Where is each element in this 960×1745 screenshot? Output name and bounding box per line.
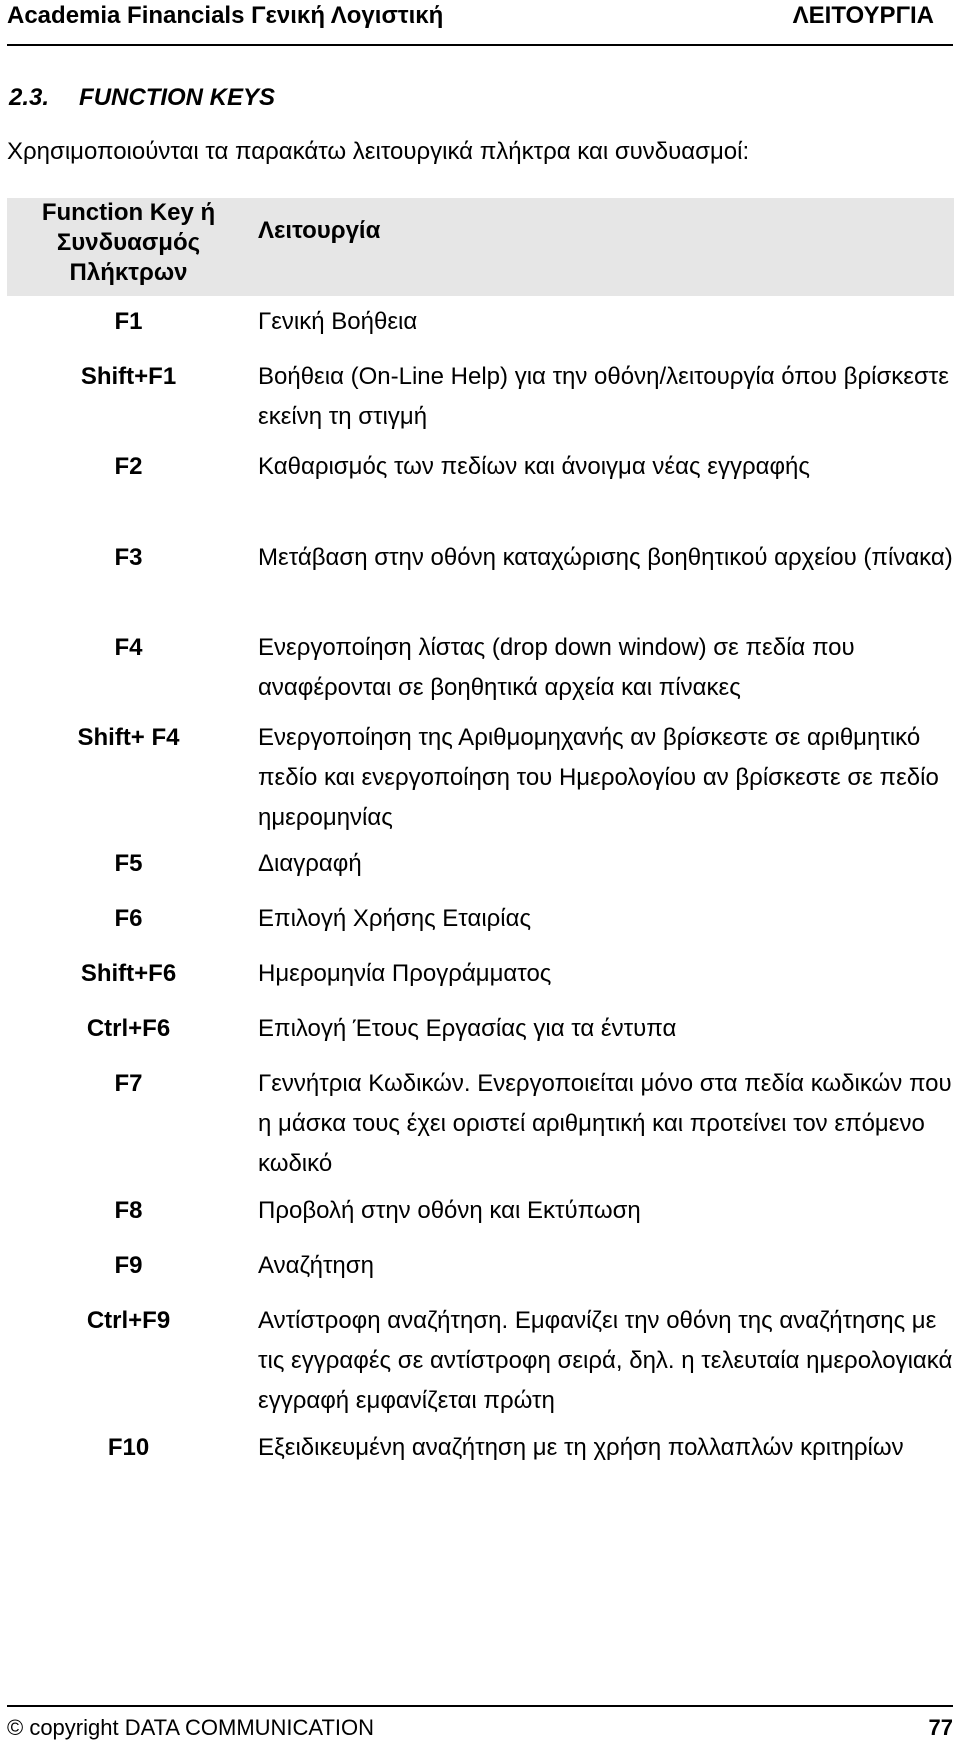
function-description: Εξειδικευμένη αναζήτηση με τη χρήση πολλαπλών κριτηρίων [258, 1434, 904, 1461]
copyright-text: © copyright DATA COMMUNICATION [7, 1715, 375, 1740]
table-row [7, 622, 954, 712]
function-key: Shift+F1 [80, 363, 177, 390]
function-key: F9 [114, 1252, 143, 1279]
function-key: F6 [114, 905, 143, 932]
function-description: Γενική Βοήθεια [258, 308, 418, 335]
function-key: Shift+ F4 [77, 724, 180, 751]
header-key-column [7, 198, 250, 296]
section-heading [9, 84, 275, 112]
table-row [7, 1295, 954, 1422]
header-key-line: Function Key ή [41, 199, 216, 226]
function-key: F10 [107, 1434, 150, 1461]
function-key: Ctrl+F6 [86, 1015, 171, 1042]
header-section: ΛΕΙΤΟΥΡΓΙΑ [792, 2, 934, 29]
function-key: F7 [114, 1070, 143, 1097]
function-description: Καθαρισμός των πεδίων και άνοιγμα νέας εγγραφής [258, 453, 810, 480]
table-row [7, 1185, 954, 1240]
table-header-row [7, 198, 954, 296]
table-row [7, 532, 954, 622]
header-key-line: Συνδυασμός [56, 229, 201, 256]
table-row [7, 441, 954, 532]
table-row [7, 1058, 954, 1185]
page-header [7, 0, 953, 46]
section-number: 2.3. [9, 84, 50, 111]
function-description: Γεννήτρια Κωδικών. Ενεργοποιείται μόνο στα πεδία κωδικών που η μάσκα τους έχει οριστεί αριθμητική και προτείνει τον επόμενο κωδικό [258, 1070, 952, 1177]
function-key: F8 [114, 1197, 143, 1224]
section-title: FUNCTION KEYS [79, 84, 276, 111]
table-row [7, 1240, 954, 1295]
table-row [7, 296, 954, 351]
function-description: Αναζήτηση [258, 1252, 374, 1279]
function-description: Ενεργοποίηση λίστας (drop down window) σε πεδία που αναφέρονται σε βοηθητικά αρχεία και πίνακες [258, 634, 855, 701]
function-description: Προβολή στην οθόνη και Εκτύπωση [258, 1197, 641, 1224]
header-key-line: Πλήκτρων [69, 259, 188, 286]
function-description: Ενεργοποίηση της Αριθμομηχανής αν βρίσκεστε σε αριθμητικό πεδίο και ενεργοποίηση του Ημερολογίου αν βρίσκεστε σε πεδίο ημερομηνίας [258, 724, 939, 831]
function-description: Επιλογή Χρήσης Εταιρίας [258, 905, 532, 932]
function-keys-table [7, 198, 954, 1512]
function-description: Ημερομηνία Προγράμματος [258, 960, 552, 987]
function-description: Αντίστροφη αναζήτηση. Εμφανίζει την οθόνη της αναζήτησης με τις εγγραφές σε αντίστροφη σειρά, δηλ. η τελευταία ημερολογιακά εγγραφή εμφανίζεται πρώτη [258, 1307, 953, 1414]
header-title: Academia Financials Γενική Λογιστική [7, 2, 444, 29]
table-row [7, 948, 954, 1003]
function-description: Βοήθεια (On-Line Help) για την οθόνη/λειτουργία όπου βρίσκεστε εκείνη τη στιγμή [258, 363, 949, 430]
function-description: Μετάβαση στην οθόνη καταχώρισης βοηθητικού αρχείου (πίνακα) [258, 544, 953, 571]
function-key: F4 [114, 634, 143, 661]
table-row [7, 351, 954, 441]
table-row [7, 838, 954, 893]
page-number: 77 [928, 1715, 953, 1740]
function-key: F1 [114, 308, 143, 335]
function-key: Ctrl+F9 [86, 1307, 171, 1334]
header-function-column: Λειτουργία [250, 198, 954, 296]
table-row [7, 1003, 954, 1058]
table-row [7, 1422, 954, 1512]
table-row [7, 893, 954, 948]
function-key: F5 [114, 850, 143, 877]
function-description: Διαγραφή [258, 850, 362, 877]
function-key: F2 [114, 453, 143, 480]
function-key: Shift+F6 [80, 960, 177, 987]
intro-text: Χρησιμοποιούνται τα παρακάτω λειτουργικά πλήκτρα και συνδυασμοί: [7, 138, 750, 165]
table-row [7, 712, 954, 838]
page-footer [7, 1705, 953, 1740]
function-description: Επιλογή Έτους Εργασίας για τα έντυπα [258, 1015, 677, 1042]
function-key: F3 [114, 544, 143, 571]
